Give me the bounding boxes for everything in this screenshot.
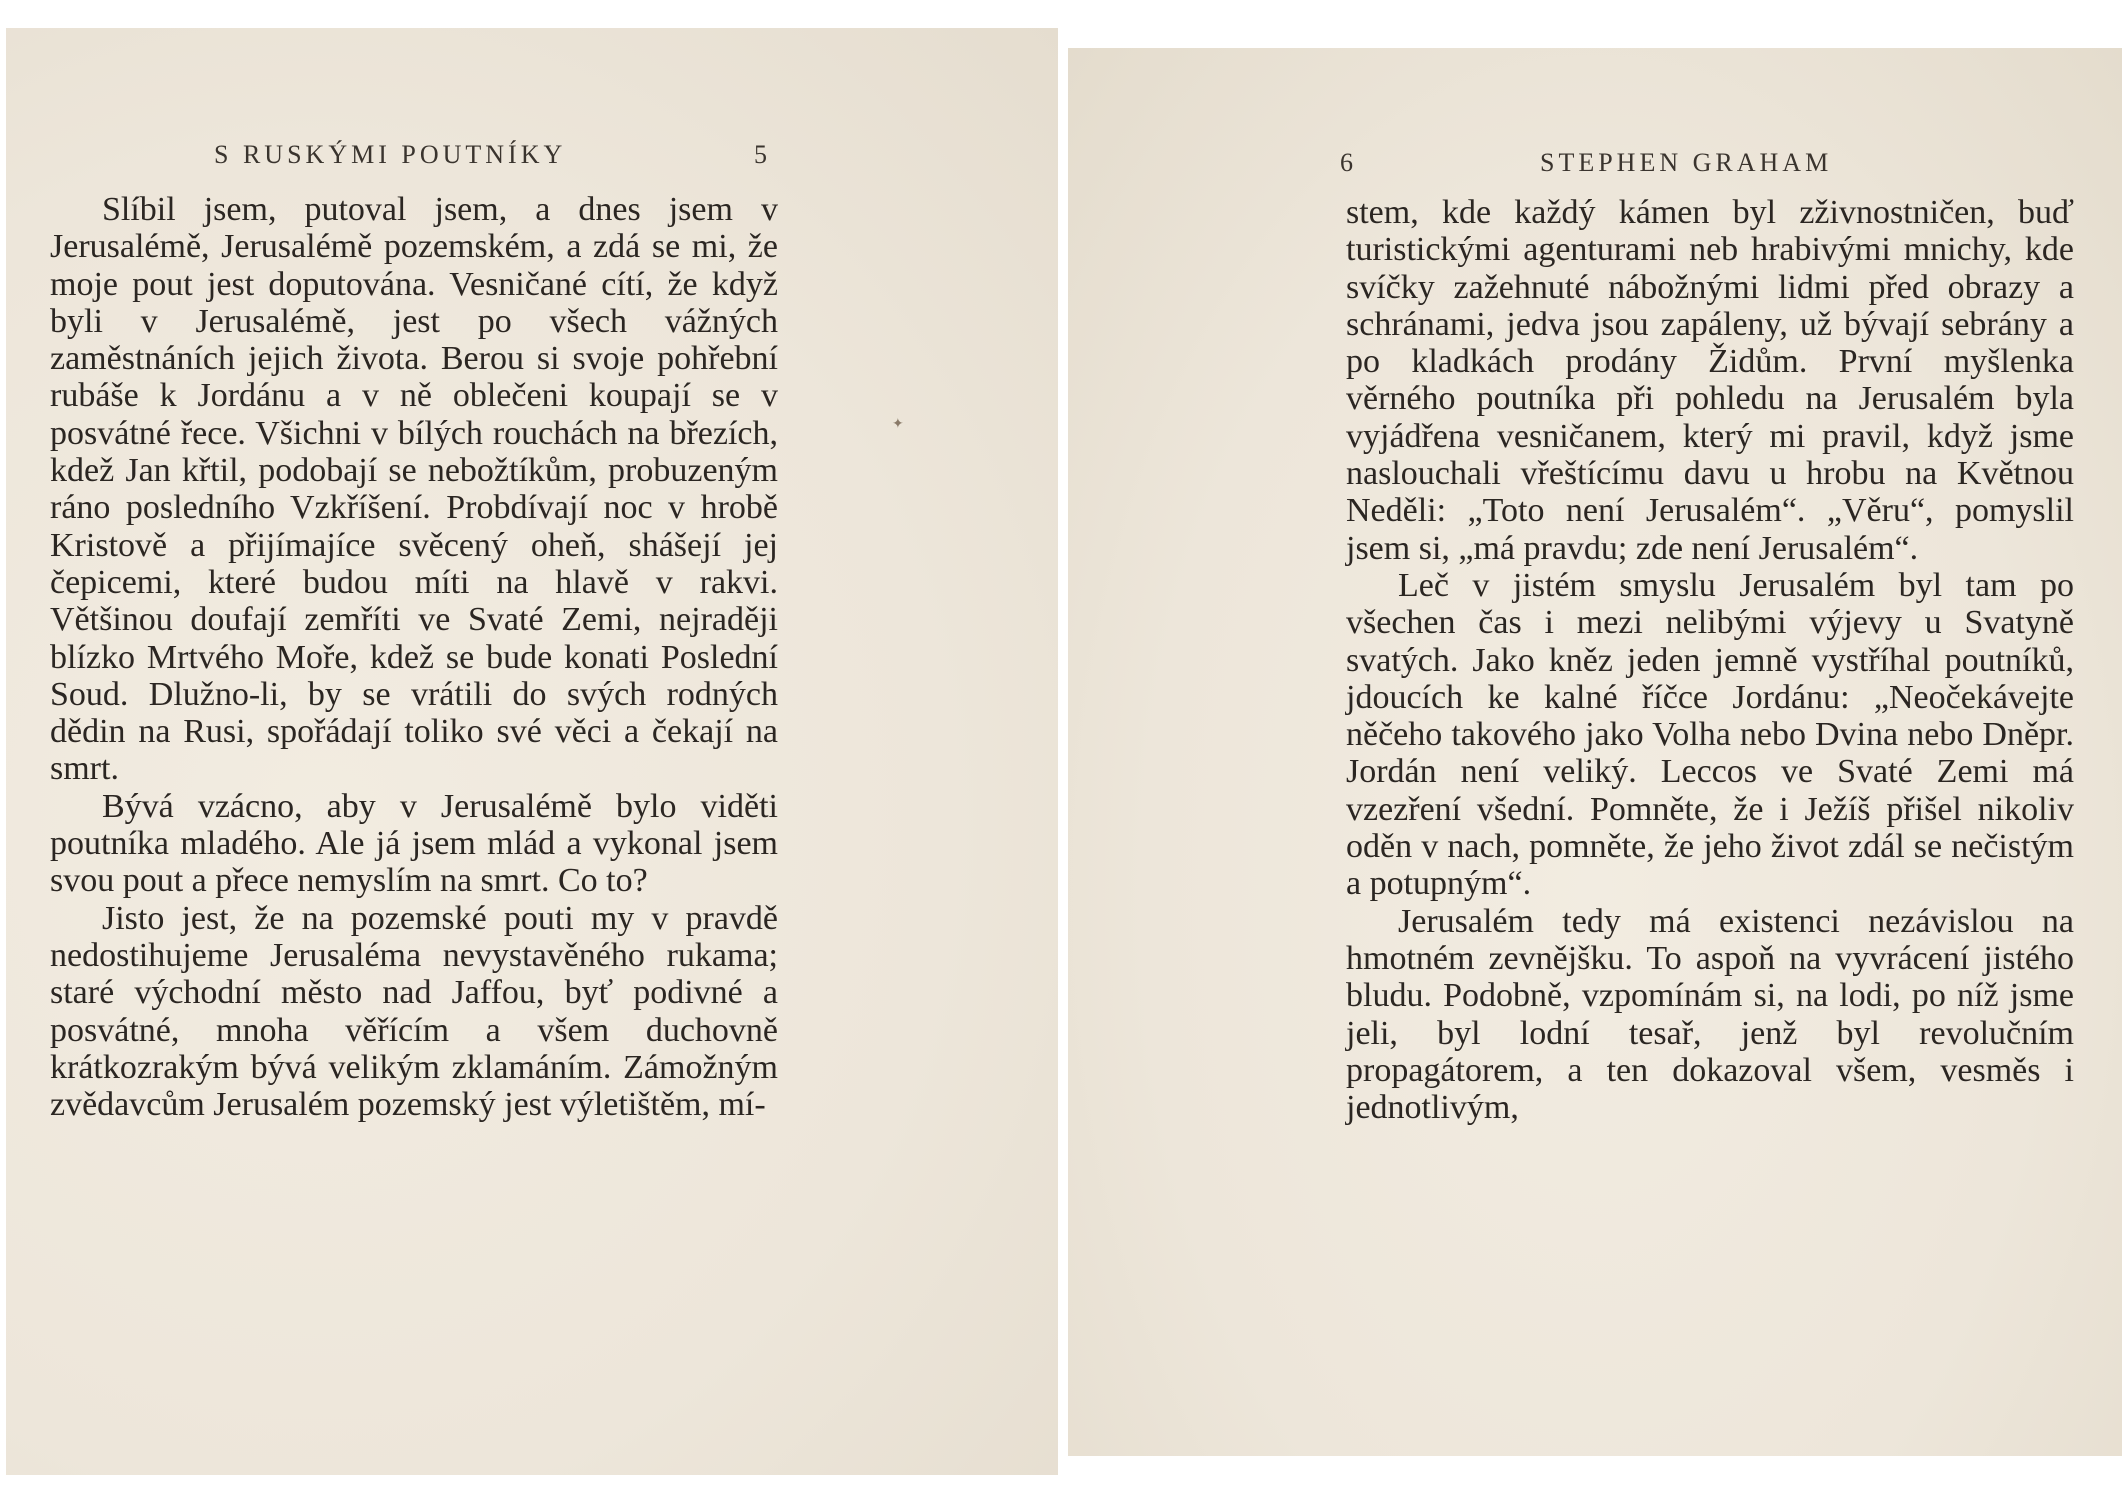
paragraph: Jerusalém tedy má existenci nezávislou na hmotném zevnějšku. To aspoň na vyvrácení jistého bludu. Podobně, vzpomínám si, na lodi, po níž jsme jeli, byl lodní tesař, jenž byl revolučním propagátorem, a ten dokazoval všem, vesměs i jednotlivým, [1346,902,2074,1127]
paragraph: Jisto jest, že na pozemské pouti my v pravdě nedostihujeme Jerusaléma nevystavěného rukama; staré východní město nad Jaffou, byť podivné a posvátné, mnoha věřícím a všem duchovně krátkozrakým bývá velikým zklamáním. Zámožným zvědavcům Jerusalém pozemský jest výletištěm, mí- [50,899,778,1124]
paragraph: Bývá vzácno, aby v Jerusalémě bylo viděti poutníka mladého. Ale já jsem mlád a vykonal jsem svou pout a přece nemyslím na smrt. Co to? [50,787,778,900]
body-text [1346,194,2074,1126]
left-page [6,28,1058,1475]
paragraph: stem, kde každý kámen byl zživnostničen, buď turistickými agenturami neb hrabivými mnichy, kde svíčky zažehnuté nábožnými lidmi před obrazy a schránami, jedva jsou zapáleny, už bývají sebrány a po kladkách prodány Židům. První myšlenka věrného poutníka při pohledu na Jerusalém byla vyjádřena vesničanem, který mi pravil, když jsme naslouchali vřeštícímu davu u hrobu na Květnou Neděli: „Toto není Jerusalém“. „Věru“, pomyslil jsem si, „má pravdu; zde není Jerusalém“. [1346,194,2074,567]
running-head: STEPHEN GRAHAM [1540,148,1833,177]
running-head: S RUSKÝMI POUTNÍKY [214,140,567,169]
page-number: 6 [1340,148,1353,177]
paragraph: Leč v jistém smyslu Jerusalém byl tam po všechen čas i mezi nelibými výjevy u Svatyně svatých. Jako kněz jeden jemně vystříhal poutníků, jdoucích ke kalné říčce Jordánu: „Neočekávejte něčeho takového jako Volha nebo Dvina nebo Dněpr. Jordán není veliký. Leccos ve Svaté Zemi má vzezření všední. Pomněte, že i Ježíš přišel nikoliv oděn v nach, pomněte, že jeho život zdál se nečistým a potupným“. [1346,566,2074,903]
body-text [50,191,778,1123]
paper-speck-mark: ✦ [892,417,904,432]
page-number: 5 [754,140,767,169]
paragraph: Slíbil jsem, putoval jsem, a dnes jsem v Jerusalémě, Jerusalémě pozemském, a zdá se mi, že moje pout jest doputována. Vesničané cítí, že když byli v Jerusalémě, jest po všech vážných zaměstnáních jejich života. Berou si svoje pohřební rubáše k Jordánu a v ně oblečeni koupají se v posvátné řece. Všichni v bílých rouchách na březích, kdež Jan křtil, podobají se nebožtíkům, probuzeným ráno posledního Vzkříšení. Probdívají noc v hrobě Kristově a přijímajíce svěcený oheň, shášejí jej čepicemi, které budou míti na hlavě v rakvi. Většinou doufají zemříti ve Svaté Zemi, nejraději blízko Mrtvého Moře, kdež se bude konati Poslední Soud. Dlužno-li, by se vrátili do svých rodných dědin na Rusi, spořádají toliko své věci a čekají na smrt. [50,191,778,788]
right-page [1068,48,2122,1456]
